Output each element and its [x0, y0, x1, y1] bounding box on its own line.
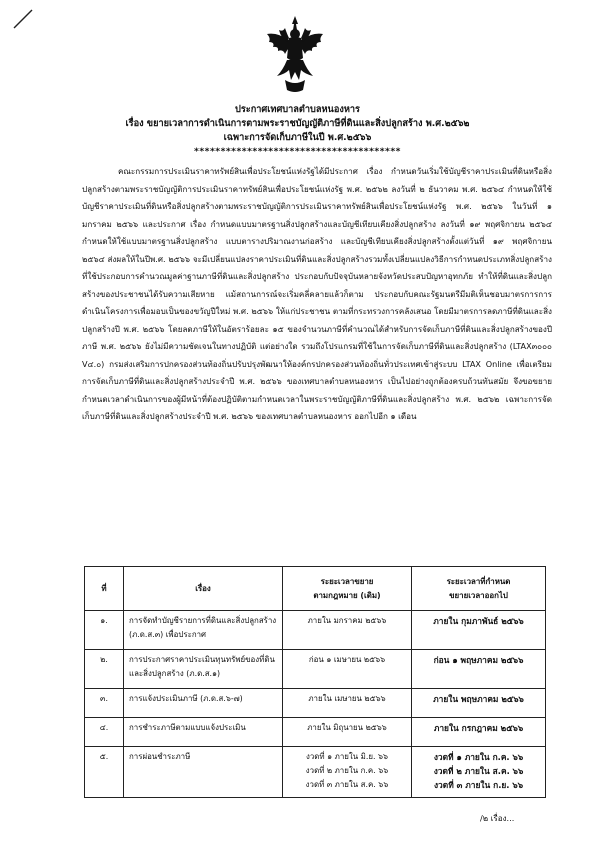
row-new-deadline — [412, 747, 546, 798]
row-old-deadline: ภายใน มิถุนายน ๒๕๖๖ — [283, 718, 412, 747]
row-new-deadline: ก่อน ๑ พฤษภาคม ๒๕๖๖ — [412, 650, 546, 689]
table-row — [85, 718, 546, 747]
table-row — [85, 611, 546, 650]
installment-old-1: งวดที่ ๑ ภายใน มิ.ย. ๖๖ — [305, 752, 388, 761]
announcement-agency: ประกาศเทศบาลตำบลหนองหาร — [235, 104, 360, 115]
announcement-scope: เฉพาะการจัดเก็บภาษีในปี พ.ศ.๒๕๖๖ — [223, 132, 372, 143]
col-header-old-line2: ตามกฎหมาย (เดิม) — [313, 590, 381, 600]
row-number: ๒. — [85, 650, 124, 689]
col-header-topic: เรื่อง — [124, 567, 283, 611]
body-paragraph: คณะกรรมการประเมินราคาทรัพย์สินเพื่อประโยชน์แห่งรัฐได้มีประกาศ เรื่อง กำหนดวันเริ่มใช้บัญชีราคาประเมินที่ดินหรือสิ่งปลูกสร้างตามพระราชบัญญัติการประเมินราคาทรัพย์สินเพื่อประโยชน์แห่งรัฐ พ.ศ. ๒๕๖๒ ลงวันที่ ๒ ธันวาคม พ.ศ. ๒๕๖๔ กำหนดให้ใช้บัญชีราคาประเมินที่ดินหรือสิ่งปลูกสร้างตามพระราชบัญญัติการประเมินราคาทรัพย์สินเพื่อประโยชน์แห่งรัฐ พ.ศ. ๒๕๖๖ ในวันที่ ๑ มกราคม ๒๕๖๖ และประกาศ เรื่อง กำหนดแบบมาตรฐานสิ่งปลูกสร้างและบัญชีเทียบเคียงสิ่งปลูกสร้าง ลงวันที่ ๑๙ พฤศจิกายน ๒๕๖๔ กำหนดให้ใช้แบบมาตรฐานสิ่งปลูกสร้าง แบบตารางปริมาณงานก่อสร้าง และบัญชีเทียบเคียงสิ่งปลูกสร้างตั้งแต่วันที่ ๑๙ พฤศจิกายน ๒๕๖๔ ส่งผลให้ในปีพ.ศ. ๒๕๖๖ จะมีเปลี่ยนแปลงราคาประเมินที่ดินและสิ่งปลูกสร้างรวมทั้งเปลี่ยนแปลงวิธีการกำหนดประเภทสิ่งปลูกสร้างที่ใช้ประกอบการคำนวณมูลค่าฐานภาษีที่ดินและสิ่งปลูกสร้าง ประกอบกับปัจจุบันหลายจังหวัดประสบปัญหาอุทกภัย ทำให้ที่ดินและสิ่งปลูกสร้างของประชาชนได้รับความเสียหาย แม้สถานการณ์จะเริ่มคลี่คลายแล้วก็ตาม ประกอบกับคณะรัฐมนตรีมีมติเห็นชอบมาตรการการดำเนินโครงการเพื่อมอบเป็นของขวัญปีใหม่ พ.ศ. ๒๕๖๖ ให้แก่ประชาชน ตามที่กระทรวงการคลังเสนอ โดยมีมาตรการลดภาษีที่ดินและสิ่งปลูกสร้างปี พ.ศ. ๒๕๖๖ โดยลดภาษีให้ในอัตราร้อยละ ๑๕ ของจำนวนภาษีที่คำนวณได้สำหรับการจัดเก็บภาษีที่ดินและสิ่งปลูกสร้างของปีภาษี พ.ศ. ๒๕๖๖ ยังไม่มีความชัดเจนในทางปฏิบัติ แต่อย่างใด รวมถึงโปรแกรมที่ใช้ในการจัดเก็บภาษีที่ดินและสิ่งปลูกสร้าง (LTAX๓๐๐๐ V๔.๐) กรมส่งเสริมการปกครองส่วนท้องถิ่นปรับปรุงพัฒนาให้องค์กรปกครองส่วนท้องถิ่นทั่วประเทศเข้าสู่ระบบ LTAX Online เพื่อเตรียมการจัดเก็บภาษีที่ดินและสิ่งปลูกสร้างประจำปี พ.ศ. ๒๕๖๖ ของเทศบาลตำบลหนองหาร เป็นไปอย่างถูกต้องครบถ้วนทันสมัย จึงขอขยายกำหนดเวลาดำเนินการของผู้มีหน้าที่ต้องปฏิบัติตามกำหนดเวลาในพระราชบัญญัติภาษีที่ดินและสิ่งปลูกสร้าง พ.ศ. ๒๕๖๒ เฉพาะการจัดเก็บภาษีที่ดินและสิ่งปลูกสร้างประจำปี พ.ศ. ๒๕๖๖ ของเทศบาลตำบลหนองหาร ออกไปอีก ๑ เดือน — [82, 166, 552, 421]
row-topic: การจัดทำบัญชีรายการที่ดินและสิ่งปลูกสร้าง (ภ.ด.ส.๓) เพื่อประกาศ — [124, 611, 283, 650]
installment-old-3: งวดที่ ๓ ภายใน ส.ค. ๖๖ — [305, 780, 389, 789]
row-new-deadline: ภายใน กุมภาพันธ์ ๒๕๖๖ — [412, 611, 546, 650]
col-header-old-line1: ระยะเวลาขยาย — [320, 576, 374, 586]
schedule-table — [84, 566, 546, 798]
announcement-body — [82, 163, 552, 426]
table-row — [85, 650, 546, 689]
col-header-new-line1: ระยะเวลาที่กำหนด — [446, 576, 511, 586]
row-topic: การผ่อนชำระภาษี — [124, 747, 283, 798]
row-new-deadline: ภายใน กรกฎาคม ๒๕๖๖ — [412, 718, 546, 747]
row-number: ๓. — [85, 689, 124, 718]
row-old-deadline — [283, 747, 412, 798]
separator-line: *************************************** — [194, 146, 401, 157]
row-number: ๑. — [85, 611, 124, 650]
col-header-old — [283, 567, 412, 611]
installment-new-1: งวดที่ ๑ ภายใน ก.ค. ๖๖ — [433, 752, 524, 762]
row-number: ๔. — [85, 718, 124, 747]
row-old-deadline: ก่อน ๑ เมษายน ๒๕๖๖ — [283, 650, 412, 689]
table-header-row — [85, 567, 546, 611]
corner-slash-mark — [12, 8, 34, 30]
page-continuation: /๒ เรื่อง... — [480, 813, 515, 823]
col-header-new — [412, 567, 546, 611]
col-header-new-line2: ขยายเวลาออกไป — [449, 590, 508, 600]
row-old-deadline: ภายใน มกราคม ๒๕๖๖ — [283, 611, 412, 650]
installment-new-2: งวดที่ ๒ ภายใน ส.ค. ๖๖ — [433, 766, 524, 776]
row-topic: การชำระภาษีตามแบบแจ้งประเมิน — [124, 718, 283, 747]
installment-old-2: งวดที่ ๒ ภายใน ก.ค. ๖๖ — [305, 766, 389, 775]
table-row — [85, 689, 546, 718]
garuda-emblem-icon — [263, 14, 327, 96]
row-old-deadline: ภายใน เมษายน ๒๕๖๖ — [283, 689, 412, 718]
col-header-no: ที่ — [85, 567, 124, 611]
row-topic: การประกาศราคาประเมินทุนทรัพย์ของที่ดินและสิ่งปลูกสร้าง (ภ.ด.ส.๑) — [124, 650, 283, 689]
table-row — [85, 747, 546, 798]
row-new-deadline: ภายใน พฤษภาคม ๒๕๖๖ — [412, 689, 546, 718]
row-topic: การแจ้งประเมินภาษี (ภ.ด.ส.๖-๗) — [124, 689, 283, 718]
announcement-subject: เรื่อง ขยายเวลาการดำเนินการตามพระราชบัญญัติภาษีที่ดินและสิ่งปลูกสร้าง พ.ศ.๒๕๖๒ — [125, 118, 470, 129]
row-number: ๕. — [85, 747, 124, 798]
installment-new-3: งวดที่ ๓ ภายใน ก.ย. ๖๖ — [433, 780, 524, 790]
